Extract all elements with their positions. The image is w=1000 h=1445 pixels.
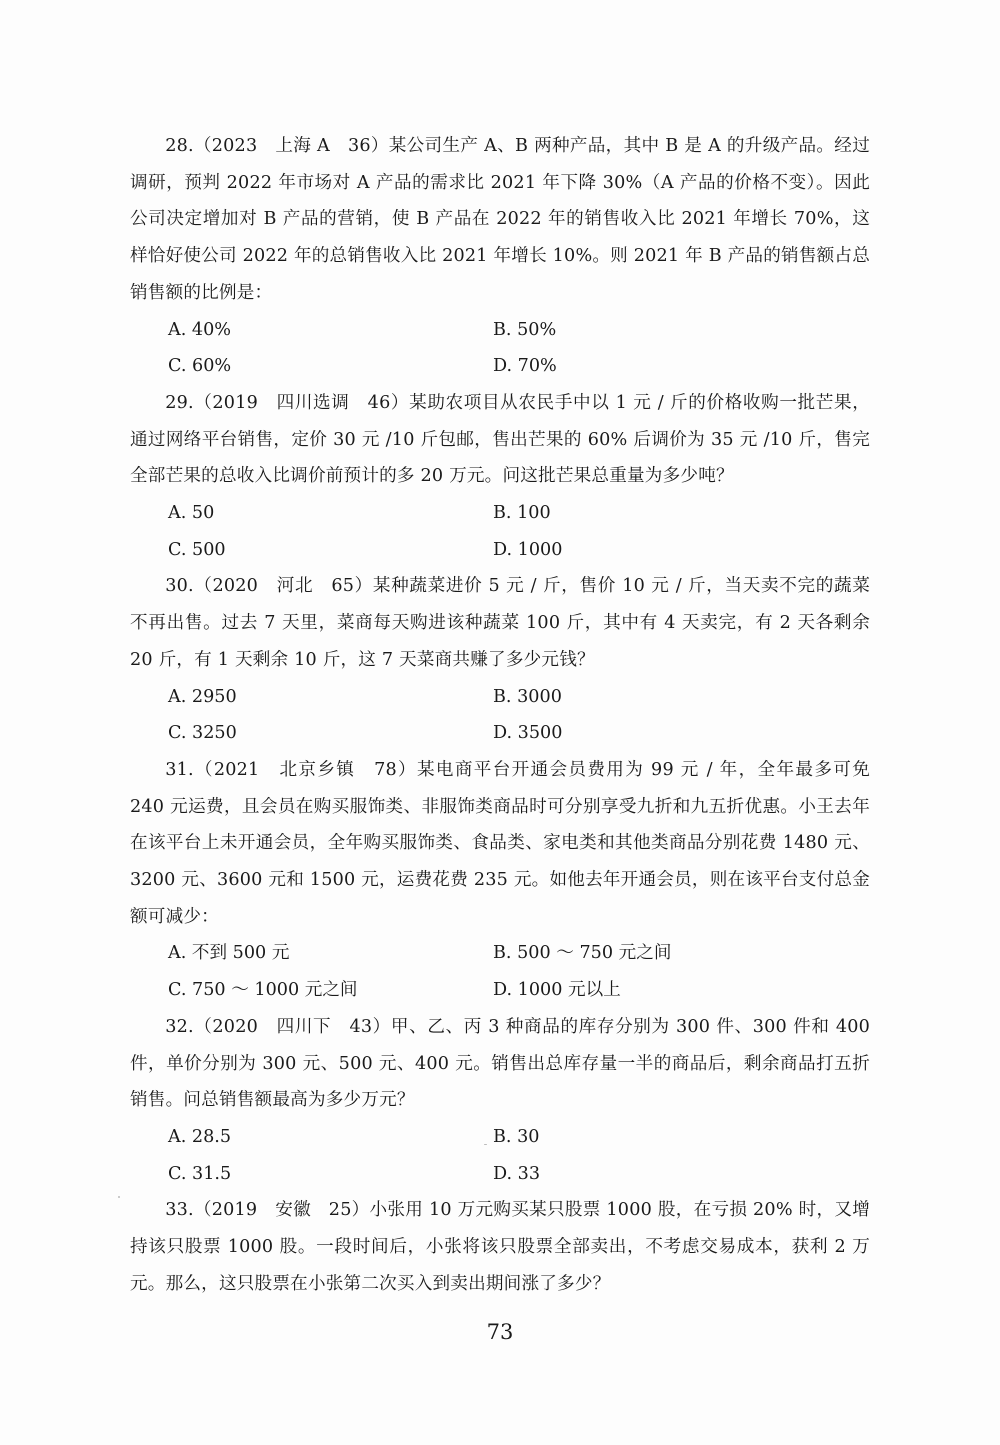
question-text: 30.（2020 河北 65）某种蔬菜进价 5 元 / 斤，售价 10 元 / 斤，当天卖不完的蔬菜不再出售。过去 7 天里，菜商每天购进该种蔬菜 100 斤，其中有 4 天卖完，有 2 天各剩余 20 斤，有 1 天剩余 10 斤，这 7 天菜商共赚了多少元钱？ [130,576,870,670]
scan-speck [118,1196,120,1198]
option-b: B. 30 [493,1126,540,1147]
option-grid [130,935,870,1008]
option-grid [130,679,870,752]
option-grid [130,1119,870,1192]
option-grid [130,495,870,568]
question-30 [130,568,870,752]
question-31 [130,752,870,1009]
question-text: 28.（2023 上海 A 36）某公司生产 A、B 两种产品，其中 B 是 A 的升级产品。经过调研，预判 2022 年市场对 A 产品的需求比 2021 年下降 30%（A 产品的价格不变）。因此公司决定增加对 B 产品的营销，使 B 产品在 2022 年的销售收入比 2021 年增长 70%，这样恰好使公司 2022 年的总销售收入比 2021 年增长 10%。则 2021 年 B 产品的销售额占总销售额的比例是： [130,136,870,303]
option-a: A. 28.5 [168,1126,232,1147]
option-grid [130,312,870,385]
option-d: D. 33 [493,1163,541,1184]
question-text: 33.（2019 安徽 25）小张用 10 万元购买某只股票 1000 股，在亏损 20% 时，又增持该只股票 1000 股。一段时间后，小张将该只股票全部卖出，不考虑交易成本，获利 2 万元。那么，这只股票在小张第二次买入到卖出期间涨了多少？ [130,1200,870,1294]
question-text: 31.（2021 北京乡镇 78）某电商平台开通会员费用为 99 元 / 年，全年最多可免 240 元运费，且会员在购买服饰类、非服饰类商品时可分别享受九折和九五折优惠。小王去年在该平台上未开通会员，全年购买服饰类、食品类、家电类和其他类商品分别花费 1480 元、3200 元、3600 元和 1500 元，运费花费 235 元。如他去年开通会员，则在该平台支付总金额可减少： [130,759,870,927]
option-c: C. 3250 [168,723,237,744]
option-d: D. 70% [493,356,557,377]
page-number: 73 [486,1320,514,1344]
option-b: B. 500 ～ 750 元之间 [493,943,672,964]
question-32 [130,1009,870,1193]
option-b: B. 50% [493,319,557,340]
question-28 [130,128,870,385]
option-d: D. 3500 [493,723,563,744]
option-d: D. 1000 [493,539,563,560]
question-29 [130,385,870,569]
option-b: B. 100 [493,503,551,524]
option-c: C. 31.5 [168,1163,232,1184]
option-b: B. 3000 [493,686,562,707]
option-a: A. 40% [168,319,231,340]
question-text: 29.（2019 四川选调 46）某助农项目从农民手中以 1 元 / 斤的价格收购一批芒果，通过网络平台销售，定价 30 元 /10 斤包邮，售出芒果的 60% 后调价为 35 元 /10 斤，售完全部芒果的总收入比调价前预计的多 20 万元。问这批芒果总重量为多少吨？ [130,392,870,487]
question-33 [130,1192,870,1302]
option-c: C. 750 ～ 1000 元之间 [168,980,358,1001]
option-a: A. 不到 500 元 [168,943,290,964]
option-a: A. 2950 [168,686,237,707]
option-d: D. 1000 元以上 [493,980,621,1001]
option-a: A. 50 [168,503,215,524]
option-c: C. 60% [168,356,232,377]
question-list [130,128,870,1303]
option-c: C. 500 [168,539,226,560]
question-text: 32.（2020 四川下 43）甲、乙、丙 3 种商品的库存分别为 300 件、300 件和 400 件，单价分别为 300 元、500 元、400 元。销售出总库存量一半的商品后，剩余商品打五折销售。问总销售额最高为多少万元？ [130,1016,870,1111]
